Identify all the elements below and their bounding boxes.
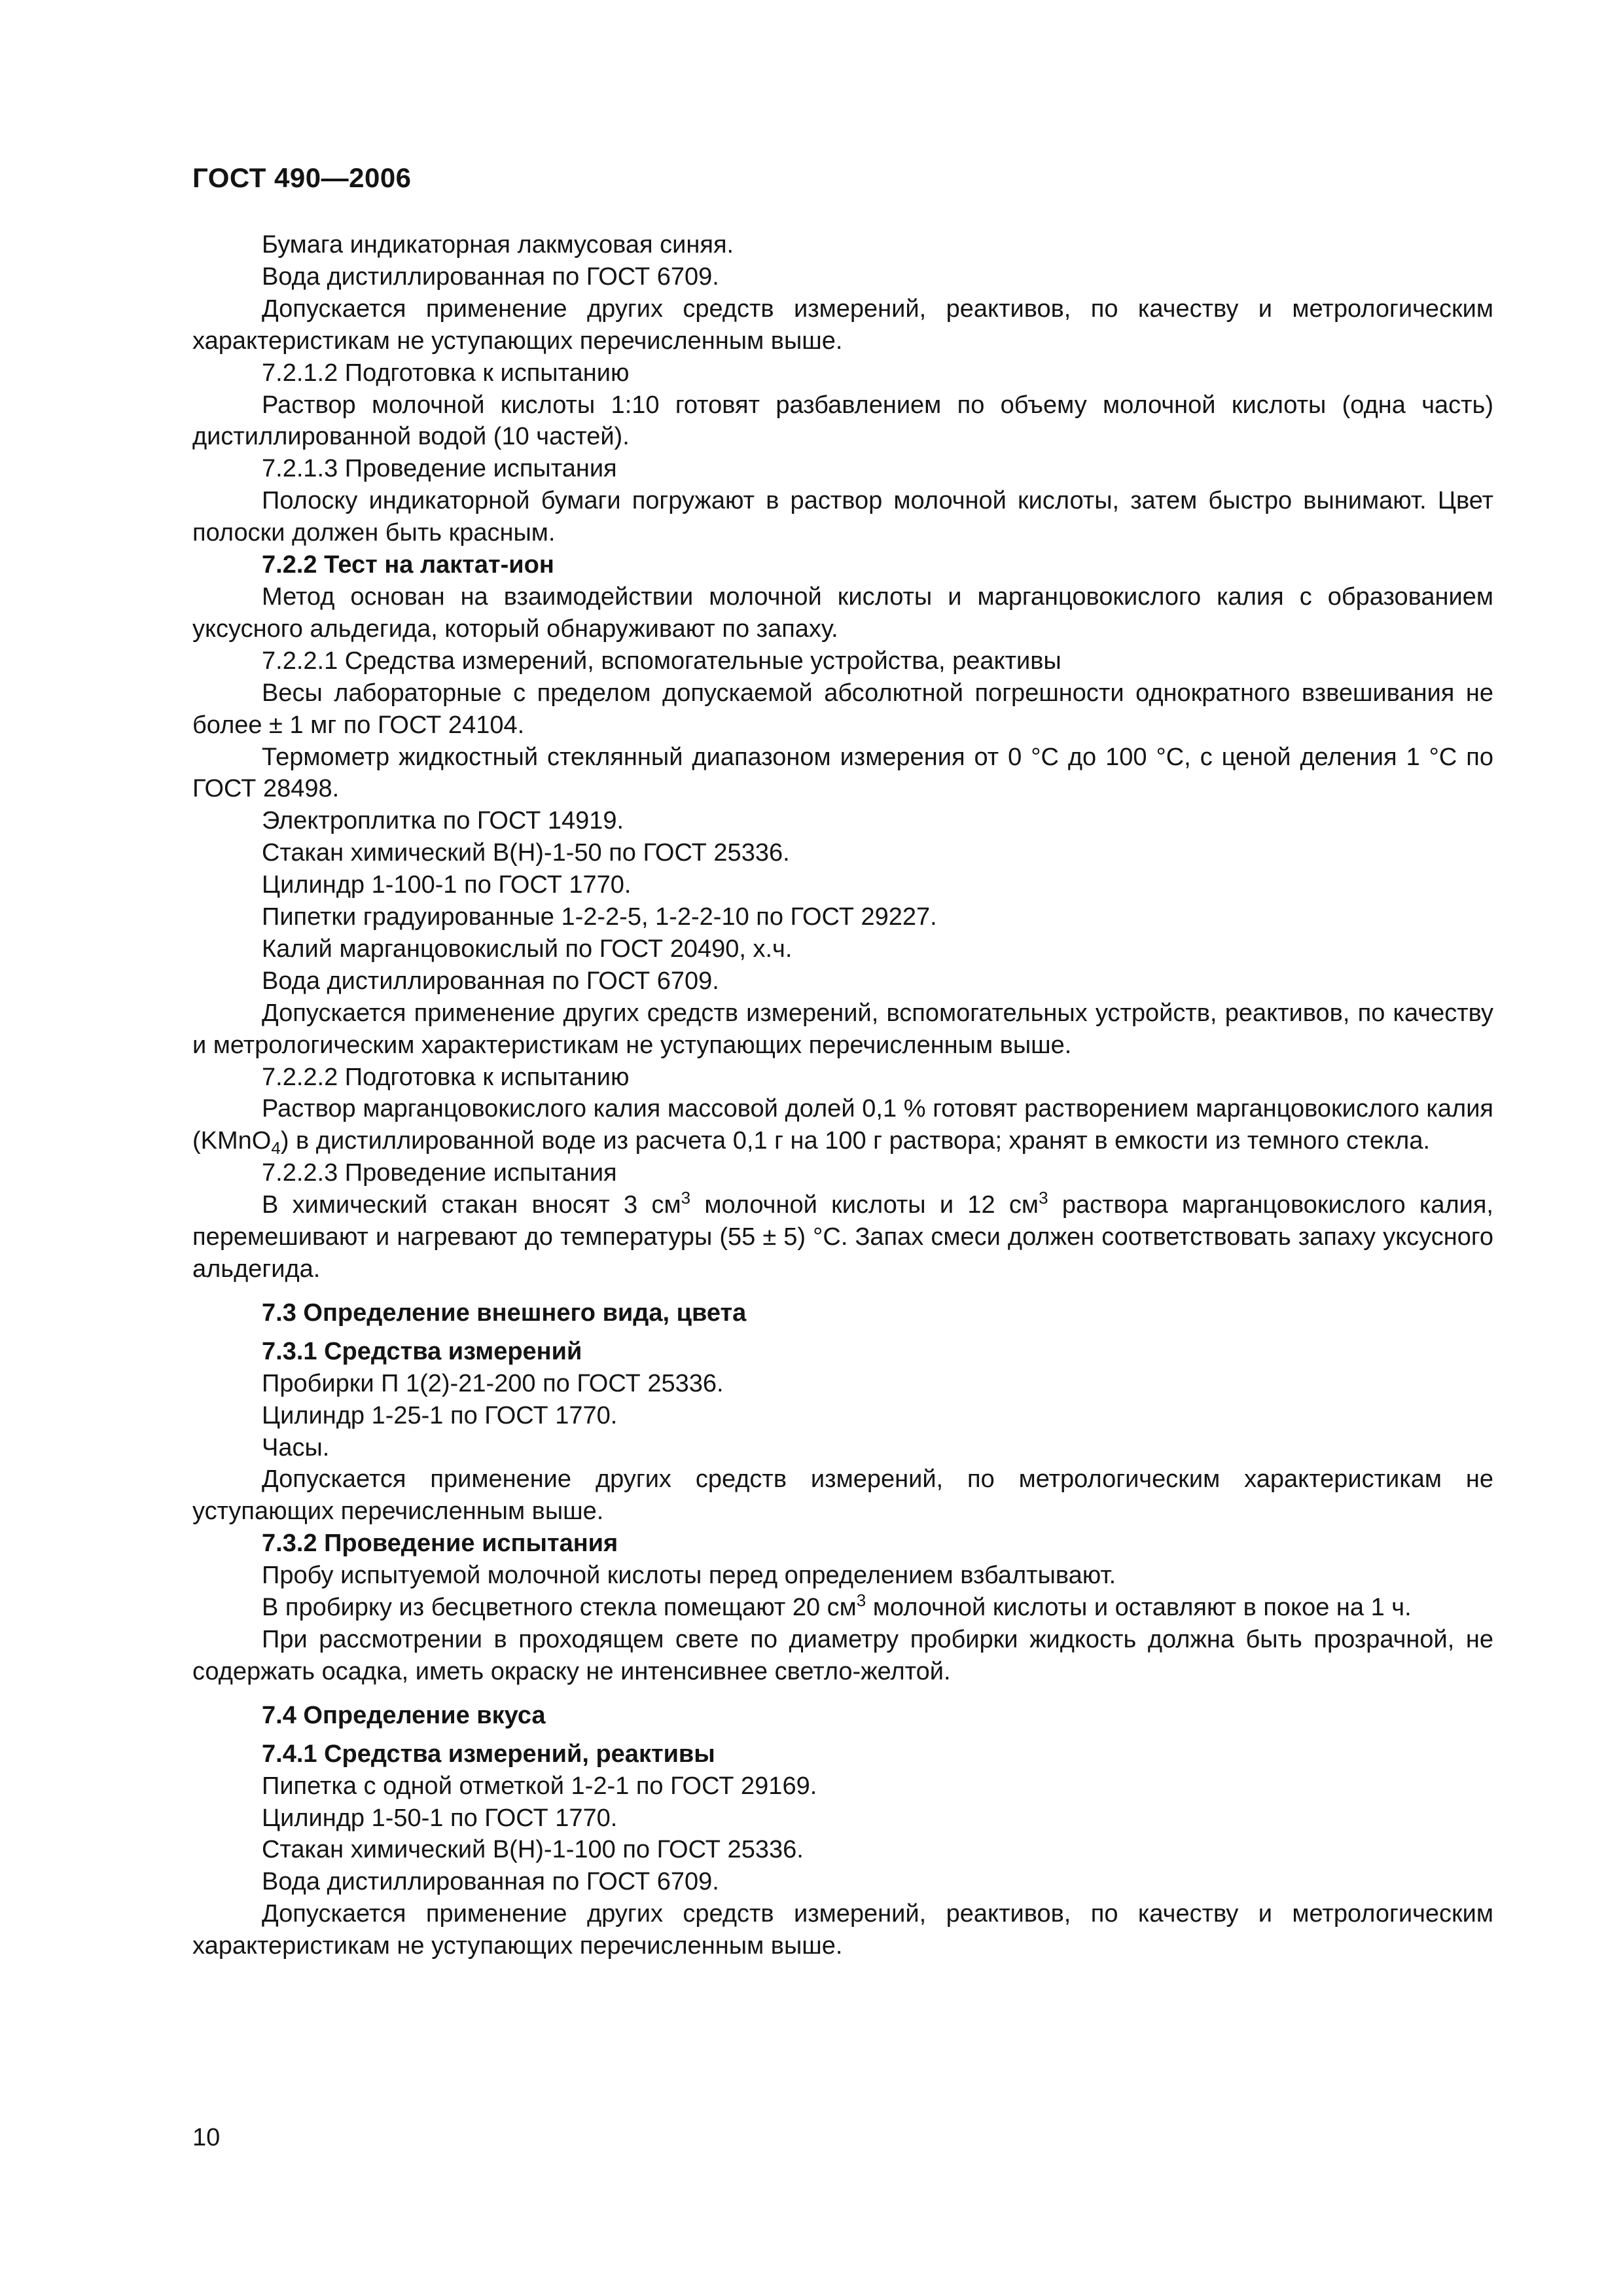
- list-item: Вода дистиллированная по ГОСТ 6709.: [262, 967, 719, 995]
- document-header: ГОСТ 490—2006: [192, 162, 412, 193]
- list-item: Цилиндр 1-100-1 по ГОСТ 1770.: [262, 871, 632, 899]
- list-item: Пробирки П 1(2)-21-200 по ГОСТ 25336.: [262, 1369, 724, 1397]
- paragraph: Раствор молочной кислоты 1:10 готовят разбавлением по объему молочной кислоты (одна часть) дистиллированной водой (10 частей).: [192, 391, 1493, 451]
- paragraph: Полоску индикаторной бумаги погружают в раствор молочной кислоты, затем быстро вынимают. Цвет полоски должен быть красным.: [192, 487, 1493, 547]
- paragraph: Допускается применение других средств измерений, реактивов, по качеству и метрологическим характеристикам не уступающих перечисленным выше.: [192, 1900, 1493, 1960]
- paragraph: Бумага индикаторная лакмусовая синяя.: [262, 231, 734, 259]
- list-item: Электроплитка по ГОСТ 14919.: [262, 807, 624, 835]
- paragraph-procedure: В химический стакан вносят 3 $см^3$ молочной кислоты и 12 $см^3$ раствора марганцовокислого калия, перемешивают и нагревают до температуры (55 ± 5) °С. Запах смеси должен соответствовать запаху уксусного альдегида.: [192, 1188, 1493, 1283]
- list-item: Калий марганцовокислый по ГОСТ 20490, х.ч.: [262, 935, 793, 963]
- document-body: [192, 229, 1493, 1962]
- paragraph: Пробу испытуемой молочной кислоты перед определением взбалтывают.: [262, 1562, 1116, 1590]
- section-heading: 7.3.1 Средства измерений: [262, 1337, 582, 1365]
- paragraph: Метод основан на взаимодействии молочной кислоты и марганцовокислого калия с образованием уксусного альдегида, который обнаруживают по запаху.: [192, 583, 1493, 643]
- subsection-heading: 7.2.2.1 Средства измерений, вспомогательные устройства, реактивы: [262, 647, 1061, 675]
- paragraph: Допускается применение других средств измерений, вспомогательных устройств, реактивов, по качеству и метрологическим характеристикам не уступающих перечисленным выше.: [192, 999, 1493, 1059]
- section-heading: 7.3.2 Проведение испытания: [262, 1530, 618, 1558]
- subsection-heading: 7.2.1.2 Подготовка к испытанию: [262, 359, 630, 387]
- subsection-heading: 7.2.2.3 Проведение испытания: [262, 1159, 617, 1187]
- section-heading: 7.4.1 Средства измерений, реактивы: [262, 1740, 715, 1768]
- section-heading: 7.4 Определение вкуса: [262, 1701, 546, 1729]
- list-item: Вода дистиллированная по ГОСТ 6709.: [262, 1868, 719, 1896]
- page-number: 10: [192, 2124, 221, 2151]
- list-item: Пипетка с одной отметкой 1-2-1 по ГОСТ 29169.: [262, 1772, 817, 1800]
- paragraph-kmno4: Раствор марганцовокислого калия массовой долей 0,1 % готовят растворением марганцовокислого калия (KMnO$_4$) в дистиллированной воде из расчета 0,1 г на 100 г раствора; хранят в емкости из темного стекла.: [192, 1095, 1493, 1158]
- paragraph: Допускается применение других средств измерений, по метрологическим характеристикам не уступающих перечисленным выше.: [192, 1465, 1493, 1526]
- list-item: Цилиндр 1-50-1 по ГОСТ 1770.: [262, 1804, 618, 1832]
- paragraph: Допускается применение других средств измерений, реактивов, по качеству и метрологическим характеристикам не уступающих перечисленным выше.: [192, 295, 1493, 355]
- list-item: Цилиндр 1-25-1 по ГОСТ 1770.: [262, 1401, 618, 1429]
- paragraph-sample: В пробирку из бесцветного стекла помещают 20 $см^3$ молочной кислоты и оставляют в покое на 1 ч.: [262, 1590, 1412, 1622]
- paragraph: Термометр жидкостный стеклянный диапазоном измерения от 0 °С до 100 °С, с ценой деления 1 °С по ГОСТ 28498.: [192, 743, 1493, 803]
- list-item: Часы.: [262, 1433, 330, 1462]
- section-heading: 7.3 Определение внешнего вида, цвета: [262, 1299, 747, 1327]
- list-item: Пипетки градуированные 1-2-2-5, 1-2-2-10 по ГОСТ 29227.: [262, 903, 937, 931]
- list-item: Стакан химический В(Н)-1-50 по ГОСТ 25336.: [262, 839, 790, 867]
- subsection-heading: 7.2.2.2 Подготовка к испытанию: [262, 1063, 630, 1091]
- list-item: Стакан химический В(Н)-1-100 по ГОСТ 25336.: [262, 1836, 804, 1864]
- subsection-heading: 7.2.1.3 Проведение испытания: [262, 455, 617, 483]
- section-heading: 7.2.2 Тест на лактат-ион: [262, 551, 554, 579]
- paragraph: Весы лабораторные с пределом допускаемой абсолютной погрешности однократного взвешивания не более ± 1 мг по ГОСТ 24104.: [192, 679, 1493, 739]
- paragraph: Вода дистиллированная по ГОСТ 6709.: [262, 262, 719, 291]
- paragraph: При рассмотрении в проходящем свете по диаметру пробирки жидкость должна быть прозрачной, не содержать осадка, иметь окраску не интенсивнее светло-желтой.: [192, 1625, 1493, 1685]
